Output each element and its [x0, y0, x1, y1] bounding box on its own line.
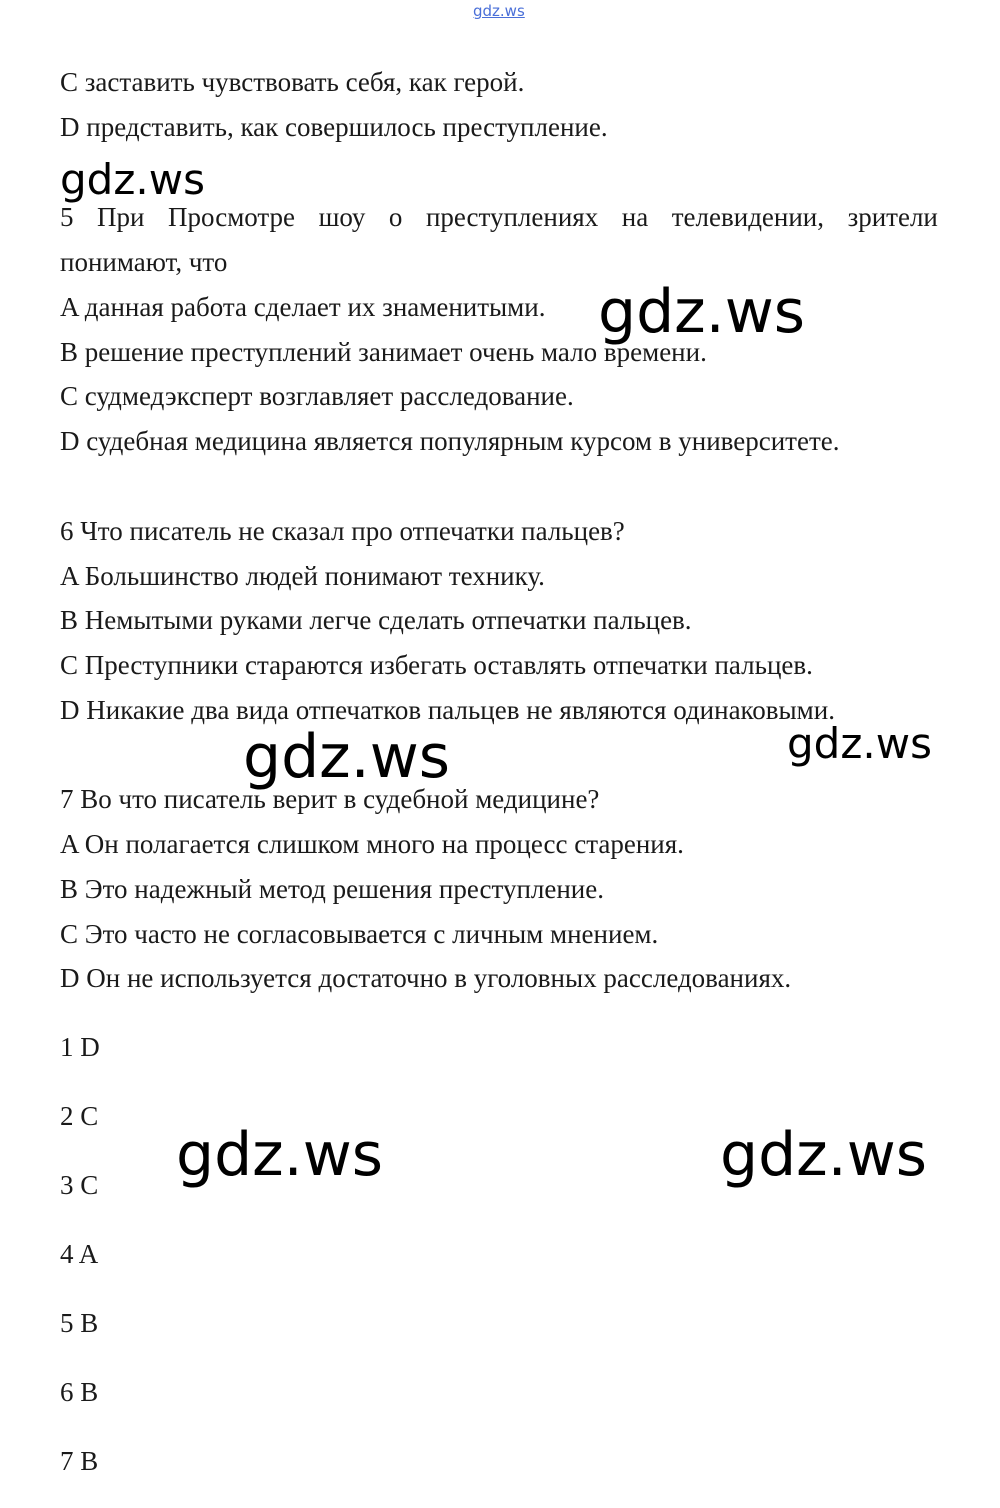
q5-option-b: B решение преступлений занимает очень мало времени.	[60, 337, 707, 367]
q5-word: шоу	[318, 202, 366, 232]
answer-7: 7 B	[60, 1446, 99, 1476]
watermark: gdz.ws	[598, 277, 806, 347]
answer-3: 3 C	[60, 1170, 99, 1200]
watermark: gdz.ws	[176, 1120, 384, 1190]
q4-option-d: D представить, как совершилось преступление.	[60, 112, 608, 142]
q5-word: зрители	[847, 202, 938, 232]
q5-question-line1	[60, 201, 938, 233]
q7-option-c: C Это часто не согласовывается с личным мнением.	[60, 919, 659, 949]
q6-option-c: C Преступники стараются избегать оставлять отпечатки пальцев.	[60, 650, 813, 680]
q7-option-d: D Он не используется достаточно в уголовных расследованиях.	[60, 963, 792, 993]
watermark-top: gdz.ws	[473, 2, 525, 20]
q7-question: 7 Во что писатель верит в судебной медицине?	[60, 784, 600, 814]
answer-6: 6 B	[60, 1377, 99, 1407]
q7-option-a: A Он полагается слишком много на процесс старения.	[60, 829, 684, 859]
q6-option-d: D Никакие два вида отпечатков пальцев не являются одинаковыми.	[60, 695, 835, 725]
q5-word: 5	[60, 202, 74, 232]
answer-5: 5 B	[60, 1308, 99, 1338]
q5-word: на	[621, 202, 649, 232]
q5-option-d: D судебная медицина является популярным курсом в университете.	[60, 426, 840, 456]
q6-option-a: A Большинство людей понимают технику.	[60, 561, 545, 591]
q4-option-c: C заставить чувствовать себя, как герой.	[60, 67, 525, 97]
q5-question-line2: понимают, что	[60, 247, 228, 277]
q5-word: Просмотре	[168, 202, 296, 232]
q6-option-b: B Немытыми руками легче сделать отпечатки пальцев.	[60, 605, 692, 635]
watermark: gdz.ws	[243, 722, 451, 792]
watermark: gdz.ws	[720, 1120, 928, 1190]
q5-option-a: A данная работа сделает их знаменитыми.	[60, 292, 546, 322]
q6-question: 6 Что писатель не сказал про отпечатки пальцев?	[60, 516, 625, 546]
q5-word: телевидении,	[671, 202, 825, 232]
q5-word: При	[97, 202, 145, 232]
watermark: gdz.ws	[787, 719, 932, 768]
q5-option-c: C судмедэксперт возглавляет расследование.	[60, 381, 574, 411]
q7-option-b: B Это надежный метод решения преступление.	[60, 874, 604, 904]
q5-word: о	[388, 202, 403, 232]
q5-word: преступлениях	[425, 202, 599, 232]
answer-2: 2 C	[60, 1101, 99, 1131]
answer-1: 1 D	[60, 1032, 100, 1062]
answer-4: 4 A	[60, 1239, 99, 1269]
watermark: gdz.ws	[60, 155, 205, 204]
